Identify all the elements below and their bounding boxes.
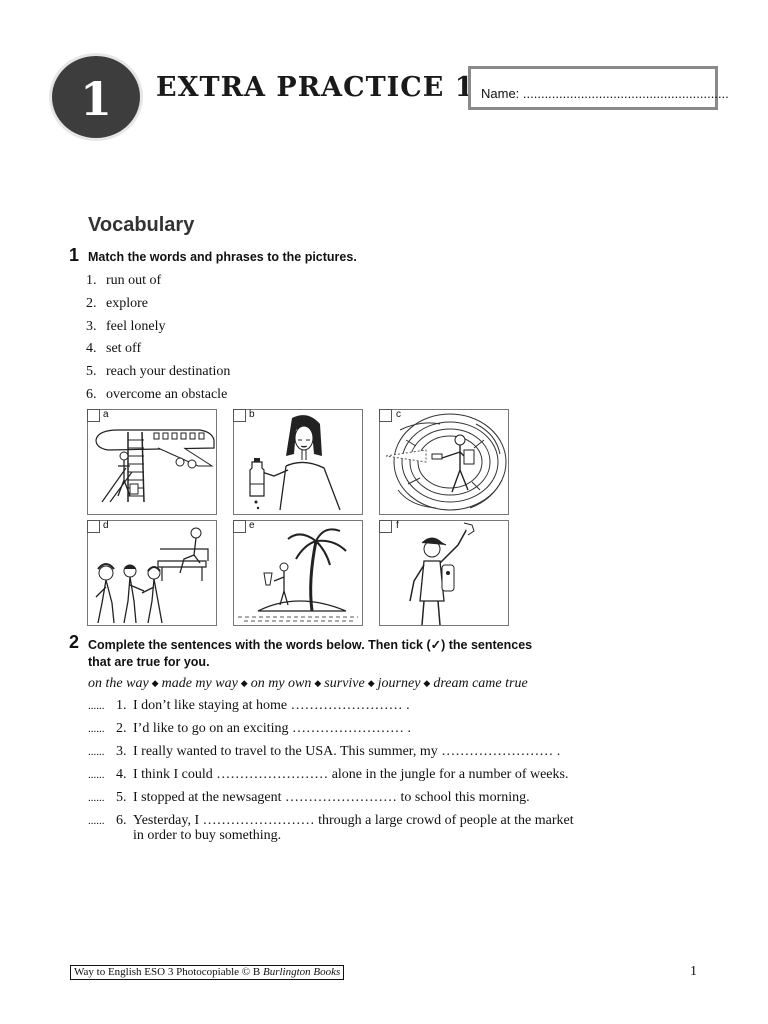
vocab-item: 1. run out of <box>86 273 162 288</box>
picture-f <box>379 520 509 626</box>
page-number: 1 <box>690 964 697 979</box>
vocab-item: 6. overcome an obstacle <box>86 387 228 402</box>
picture-b <box>233 409 363 515</box>
answer-box-d[interactable] <box>87 520 100 533</box>
exercise-1-number: 1 <box>69 245 80 265</box>
waving-traveller-illustration <box>380 521 508 625</box>
page-title: EXTRA PRACTICE 1 <box>156 72 475 103</box>
picture-c <box>379 409 509 515</box>
picture-letter: a <box>103 409 109 420</box>
sentence-item: ...... 6. Yesterday, I …………………… through a large crowd of people at the market <box>88 813 574 828</box>
answer-box-c[interactable] <box>379 409 392 422</box>
exercise-2-instruction-cont: that are true for you. <box>88 655 210 669</box>
girl-alone-on-bench-illustration <box>88 521 216 625</box>
sentence-item: ...... 4. I think I could …………………… alone in the jungle for a number of weeks. <box>88 767 569 782</box>
sentence-item: ...... 5. I stopped at the newsagent …………………… to school this morning. <box>88 790 530 805</box>
picture-letter: e <box>249 520 255 531</box>
vocab-item: 2. explore <box>86 296 148 311</box>
answer-box-b[interactable] <box>233 409 246 422</box>
picture-letter: b <box>249 409 255 420</box>
picture-e <box>233 520 363 626</box>
word-bank: on the way ◆ made my way ◆ on my own ◆ survive ◆ journey ◆ dream came true <box>88 676 528 691</box>
picture-letter: f <box>396 520 399 531</box>
airplane-stairs-illustration <box>88 410 216 514</box>
vocab-item: 5. reach your destination <box>86 364 231 379</box>
exercise-1-instruction: Match the words and phrases to the pictures. <box>88 250 357 264</box>
picture-letter: d <box>103 520 109 531</box>
unit-number: 1 <box>79 72 112 126</box>
section-title-vocabulary: Vocabulary <box>88 214 195 236</box>
footer-copyright: Way to English ESO 3 Photocopiable © B Burlington Books <box>70 965 344 980</box>
answer-box-f[interactable] <box>379 520 392 533</box>
cave-explorer-flashlight-illustration <box>380 410 508 514</box>
sentence-item: ...... 2. I’d like to go on an exciting …………………… . <box>88 721 412 736</box>
woman-empty-bottle-illustration <box>234 410 362 514</box>
exercise-2-instruction: Complete the sentences with the words below. Then tick (✓) the sentences <box>88 638 533 652</box>
picture-d <box>87 520 217 626</box>
name-label: Name: ......................................................... <box>481 86 729 101</box>
island-palm-tree-illustration <box>234 521 362 625</box>
sentence-item-continuation: in order to buy something. <box>133 828 282 843</box>
vocab-item: 4. set off <box>86 341 142 356</box>
picture-a <box>87 409 217 515</box>
exercise-2-number: 2 <box>69 632 80 652</box>
answer-box-e[interactable] <box>233 520 246 533</box>
answer-box-a[interactable] <box>87 409 100 422</box>
sentence-item: ...... 3. I really wanted to travel to the USA. This summer, my …………………… . <box>88 744 561 759</box>
sentence-item: ...... 1. I don’t like staying at home …………………… . <box>88 698 410 713</box>
vocab-item: 3. feel lonely <box>86 319 166 334</box>
picture-letter: c <box>396 409 401 420</box>
